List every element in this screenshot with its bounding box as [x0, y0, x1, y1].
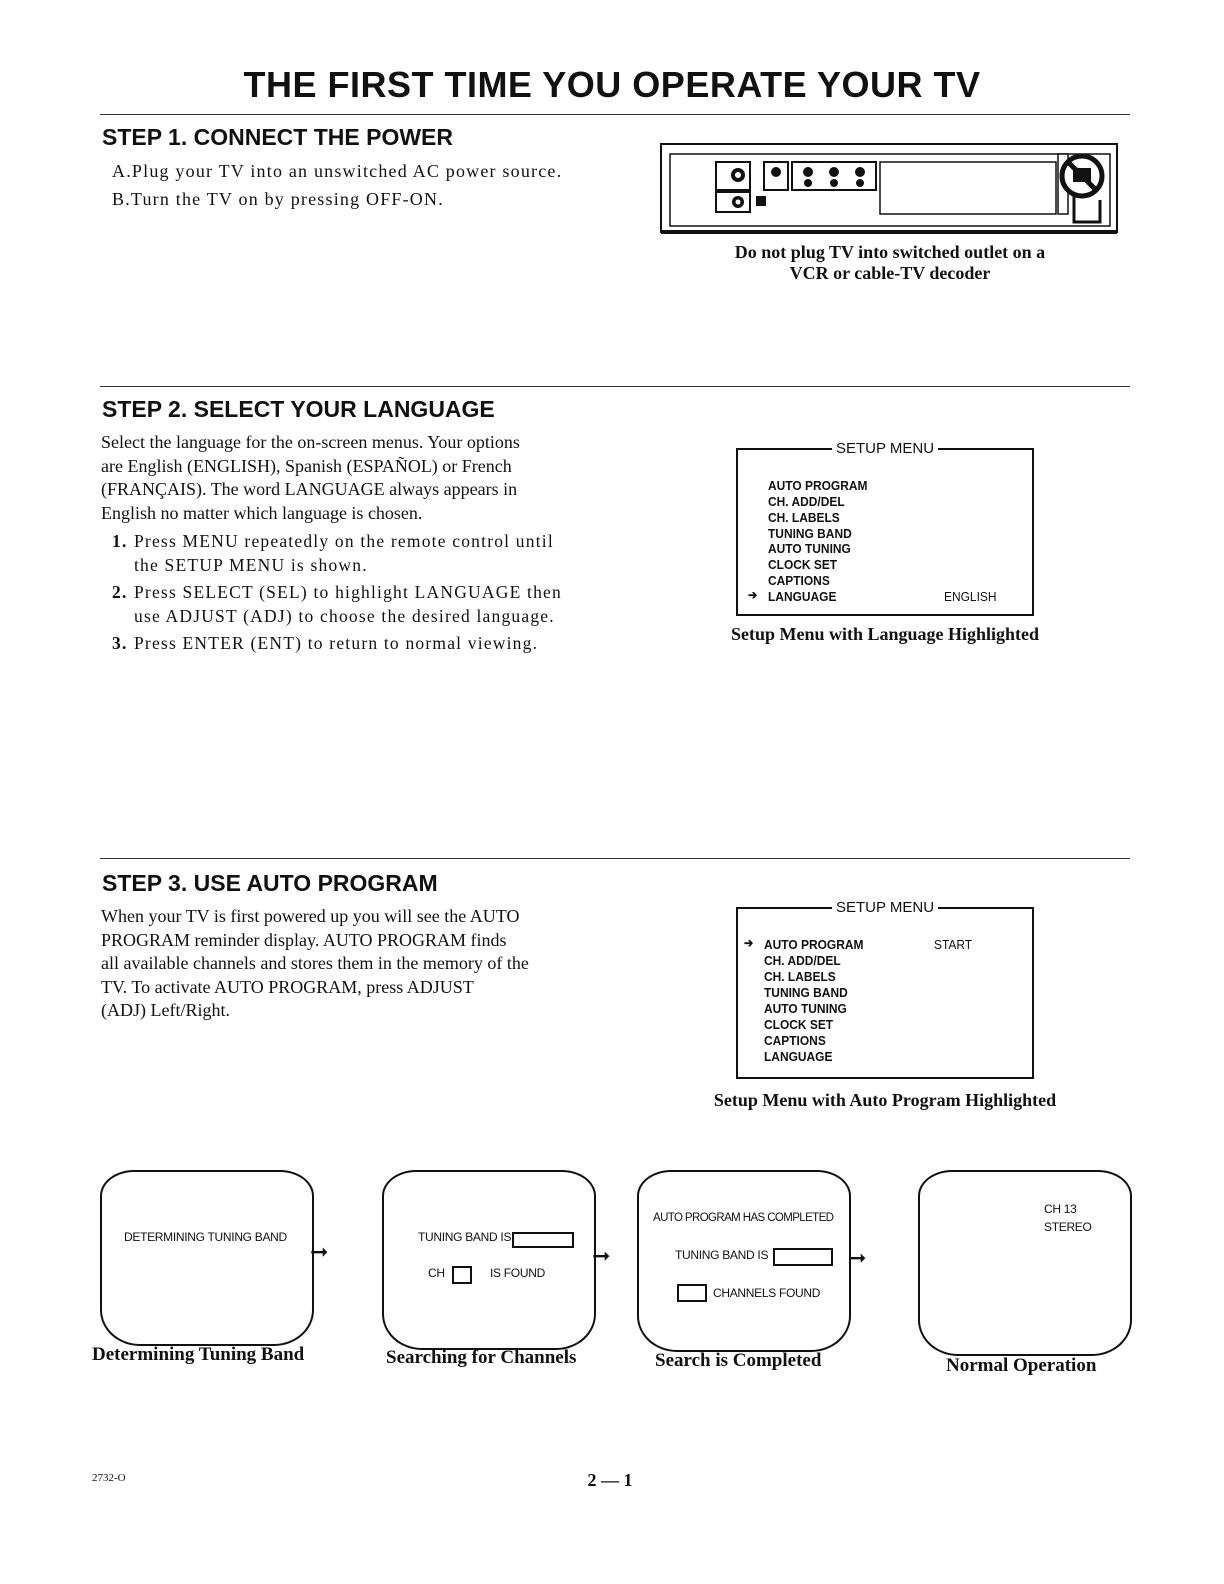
- menu-item-tuning-band: TUNING BAND: [764, 985, 848, 1000]
- flow-arrow-icon: ➞: [310, 1240, 329, 1265]
- menu-item-clock-set: CLOCK SET: [764, 1017, 834, 1032]
- step3-intro-line: (ADJ) Left/Right.: [101, 1000, 230, 1020]
- step-line: Press SELECT (SEL) to highlight LANGUAGE then: [134, 582, 562, 602]
- step-line: the SETUP MENU is shown.: [134, 554, 368, 575]
- page-number: 2 — 1: [587, 1470, 633, 1490]
- step2-intro-line: Select the language for the on-screen menus. Your options: [101, 432, 520, 452]
- step-line: Press MENU repeatedly on the remote control until: [134, 531, 554, 551]
- step2-steps: [112, 530, 612, 656]
- channels-found-count-box: [677, 1284, 707, 1302]
- setup-menu-title: SETUP MENU: [832, 440, 938, 457]
- step-line: use ADJUST (ADJ) to choose the desired language.: [134, 605, 555, 626]
- menu-selection-arrow-icon: ➔: [748, 588, 758, 602]
- step3-intro-line: TV. To activate AUTO PROGRAM, press ADJUST: [101, 976, 474, 997]
- step3-intro-line: PROGRAM reminder display. AUTO PROGRAM finds: [101, 929, 507, 950]
- step3-intro: [101, 905, 601, 1023]
- screen-text-tuning-band: TUNING BAND IS: [675, 1248, 769, 1262]
- screen-text-tuning-band: TUNING BAND IS: [418, 1230, 512, 1244]
- flow-arrow-icon: ➞: [592, 1244, 611, 1269]
- tv-screen-normal: [918, 1170, 1132, 1356]
- step2-setup-menu: [736, 440, 1034, 616]
- step1-heading: STEP 1. CONNECT THE POWER: [102, 124, 454, 150]
- step1-item-b: [112, 188, 444, 212]
- menu-item-auto-tuning: AUTO TUNING: [764, 1001, 847, 1016]
- flow-arrow-icon: ➞: [848, 1246, 867, 1271]
- tv-screen-determining: [100, 1170, 314, 1346]
- menu-selection-arrow-icon: ➔: [744, 936, 754, 950]
- tv-screen-searching: [382, 1170, 596, 1350]
- page-title: THE FIRST TIME YOU OPERATE YOUR TV: [243, 64, 981, 105]
- menu-item-auto-program: AUTO PROGRAM: [764, 937, 864, 952]
- caption-completed: Search is Completed: [655, 1350, 822, 1371]
- menu-item-clock-set: CLOCK SET: [768, 557, 838, 572]
- step1-item-b-text: Turn the TV on by pressing OFF-ON.: [130, 189, 444, 209]
- step2-heading: STEP 2. SELECT YOUR LANGUAGE: [102, 396, 495, 422]
- step2-step-2: [112, 581, 612, 628]
- screen-text-determining: DETERMINING TUNING BAND: [124, 1230, 287, 1244]
- tv-screen-completed: [637, 1170, 851, 1352]
- screen-text-is-found: IS FOUND: [490, 1266, 545, 1280]
- menu-item-auto-tuning: AUTO TUNING: [768, 541, 851, 556]
- tuning-band-value-box: [773, 1248, 833, 1266]
- step1-item-a: [112, 160, 562, 184]
- menu-item-ch-labels: CH. LABELS: [768, 510, 840, 525]
- screen-text-channel: CH 13: [1044, 1202, 1077, 1216]
- menu-item-auto-program: AUTO PROGRAM: [768, 478, 868, 493]
- step2-intro-line: (FRANÇAIS). The word LANGUAGE always appears in: [101, 479, 518, 499]
- step-number: 3.: [112, 633, 128, 653]
- step2-step-3: [112, 632, 612, 656]
- step1-caption: [700, 242, 1080, 284]
- step1-item-a-marker: A.: [112, 161, 132, 181]
- screen-text-channels-found: CHANNELS FOUND: [713, 1286, 821, 1300]
- document-code: 2732-O: [92, 1472, 126, 1484]
- screen-text-stereo: STEREO: [1044, 1220, 1092, 1234]
- step3-setup-menu: [736, 899, 1034, 1079]
- title-rule: [100, 114, 1130, 115]
- step-number: 2.: [112, 582, 128, 602]
- step3-caption: Setup Menu with Auto Program Highlighted: [713, 1090, 1057, 1110]
- step1-caption-line2: VCR or cable-TV decoder: [789, 263, 991, 283]
- tv-back-panel-illustration: [660, 142, 1120, 238]
- screen-text-completed: AUTO PROGRAM HAS COMPLETED: [653, 1212, 834, 1224]
- menu-item-ch-add-del: CH. ADD/DEL: [764, 953, 841, 968]
- step-number: 1.: [112, 531, 128, 551]
- step1-item-a-text: Plug your TV into an unswitched AC power source.: [131, 161, 563, 181]
- step2-intro-line: English no matter which language is chosen.: [101, 502, 423, 523]
- menu-item-ch-labels: CH. LABELS: [764, 969, 836, 984]
- menu-item-captions: CAPTIONS: [764, 1033, 826, 1048]
- step3-intro-line: all available channels and stores them in the memory of the: [101, 953, 529, 973]
- setup-menu-title: SETUP MENU: [832, 899, 938, 916]
- caption-searching: Searching for Channels: [386, 1347, 577, 1368]
- menu-value-start: START: [934, 937, 973, 952]
- step2-caption: Setup Menu with Language Highlighted: [730, 624, 1040, 644]
- step3-heading: STEP 3. USE AUTO PROGRAM: [102, 870, 438, 896]
- step1-caption-line1: Do not plug TV into switched outlet on a: [734, 242, 1046, 262]
- menu-item-language: LANGUAGE: [764, 1049, 833, 1064]
- screen-text-ch: CH: [428, 1266, 445, 1280]
- step2-intro: [101, 431, 601, 525]
- menu-item-ch-add-del: CH. ADD/DEL: [768, 494, 845, 509]
- step3-intro-line: When your TV is first powered up you will see the AUTO: [101, 906, 520, 926]
- step2-step-1: [112, 530, 612, 577]
- section-divider-2: [100, 858, 1130, 859]
- menu-item-tuning-band: TUNING BAND: [768, 526, 852, 541]
- menu-value-english: ENGLISH: [944, 589, 997, 604]
- caption-normal: Normal Operation: [946, 1355, 1097, 1376]
- caption-determining: Determining Tuning Band: [92, 1344, 305, 1365]
- menu-item-captions: CAPTIONS: [768, 573, 830, 588]
- step2-intro-line: are English (ENGLISH), Spanish (ESPAÑOL) or French: [101, 455, 512, 476]
- section-divider-1: [100, 386, 1130, 387]
- step1-item-b-marker: B.: [112, 189, 131, 209]
- channel-number-box: [452, 1266, 472, 1284]
- step-line: Press ENTER (ENT) to return to normal viewing.: [134, 633, 539, 653]
- tuning-band-value-box: [512, 1232, 574, 1248]
- menu-item-language: LANGUAGE: [768, 589, 837, 604]
